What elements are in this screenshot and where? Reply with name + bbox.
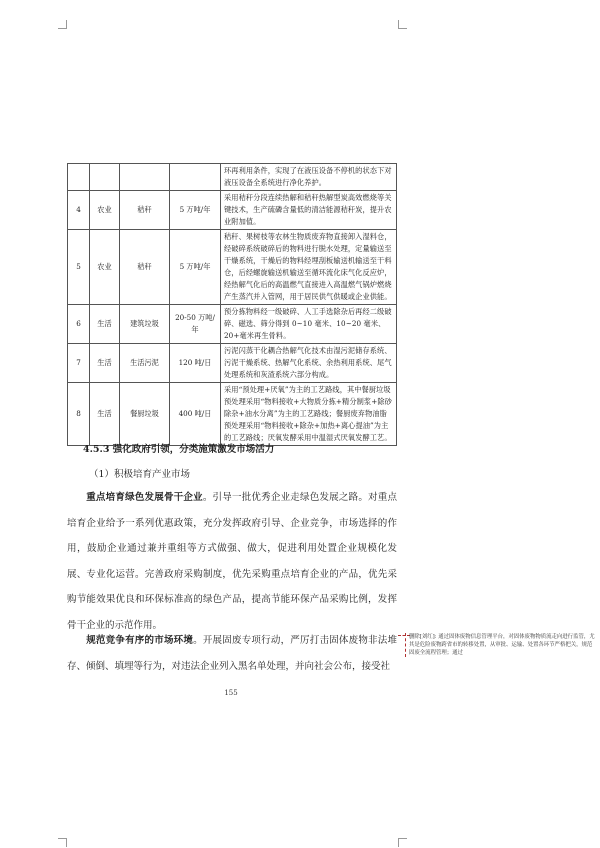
row-capacity: 5 万吨/年 [170, 191, 221, 230]
row-number: 5 [68, 230, 90, 305]
row-capacity: 400 吨/日 [170, 383, 221, 446]
row-number: 6 [68, 305, 90, 344]
row-description: 环再利用条件，实现了在液压设备不停机的状态下对液压设备全系统进行净化养护。 [221, 164, 397, 191]
row-number: 8 [68, 383, 90, 446]
crop-mark-bottom-right [398, 838, 407, 847]
row-number [68, 164, 90, 191]
row-waste-type: 建筑垃圾 [120, 305, 170, 344]
subsection-heading: （1）积极培育产业市场 [89, 469, 191, 480]
paragraph-cultivate-enterprises [67, 485, 397, 638]
crop-mark-top-left [58, 20, 67, 29]
table-row [68, 344, 397, 383]
row-waste-type: 餐厨垃圾 [120, 383, 170, 446]
row-description: 预分拣物料经一级破碎、人工手选除杂后再经二级破碎、磁选、筛分得到 0~10 毫米、10~20 毫米、20+毫米再生骨料。 [221, 305, 397, 344]
row-waste-type: 秸秆 [120, 191, 170, 230]
comment-text: 通过固体废物信息管理平台，对固体废物物质流走向进行监管，尤其是危险废物跨省市的转移处置，从审批、运输、处置各环节严格把关，规范固废全流程管理；通过 [409, 634, 595, 656]
row-number: 7 [68, 344, 90, 383]
table-row [68, 305, 397, 344]
paragraph-market-environment [67, 628, 397, 679]
section-heading: 4.5.3 强化政府引领，分类施策激发市场活力 [83, 444, 275, 455]
row-category: 生活 [90, 344, 120, 383]
row-category [90, 164, 120, 191]
row-category: 生活 [90, 383, 120, 446]
paragraph-lead: 规范竞争有序的市场环境 [86, 635, 194, 646]
waste-utilization-table [67, 163, 397, 446]
row-number: 4 [68, 191, 90, 230]
row-description: 污泥闪蒸干化耦合热解气化技术由湿污泥储存系统、污泥干燥系统、热解气化系统、余热利用系统、尾气处理系统和灰渣系统六部分构成。 [221, 344, 397, 383]
row-description: 采用秸秆分段连续热解和秸秆热解型炭高效燃烧等关键技术，生产硫磷含量低的清洁能源秸秆炭，提升农业附加值。 [221, 191, 397, 230]
table-row [68, 230, 397, 305]
paragraph-body: 。引导一批优秀企业走绿色发展之路。对重点培育企业给予一系列优惠政策，充分发挥政府引导、企业竞争，市场选择的作用，鼓励企业通过兼并重组等方式做强、做大，促进利用处置企业规模化发展、专业化运营。完善政府采购制度，优先采购重点培育企业的产品，优先采购节能效果优良和环保标准高的绿色产品，提高节能环保产品采购比例，发挥骨干企业的示范作用。 [67, 492, 397, 631]
paragraph-lead: 重点培育绿色发展骨干企业 [86, 492, 203, 503]
revision-comment[interactable] [405, 633, 597, 657]
row-waste-type [120, 164, 170, 191]
comment-author: 删除[刘红]: [409, 634, 437, 640]
paragraph-body: 。开展固废专项行动，严厉打击固体废物非法堆存、倾倒、填埋等行为，对违法企业列入黑名单处理，并向社会公布，接受社 [67, 635, 397, 672]
table-row [68, 191, 397, 230]
row-category: 农业 [90, 230, 120, 305]
row-waste-type: 秸秆 [120, 230, 170, 305]
crop-mark-top-right [398, 20, 407, 29]
page-number: 155 [224, 689, 238, 697]
row-capacity: 120 吨/日 [170, 344, 221, 383]
row-category: 农业 [90, 191, 120, 230]
row-capacity: 20-50 万吨/年 [170, 305, 221, 344]
row-description: 秸秆、果树枝等农林生物质废弃物直接卸入湿料仓，经破碎系统破碎后的物料进行脱水处理，定量输送至干燥系统，干燥后的物料经埋刮板输送机输送至干料仓，后经螺旋输送机输送至循环流化床气化反应炉，经热解气化后的高温燃气直接进入高温燃气锅炉燃烧产生蒸汽并入管网，用于居民供气供暖或企业供能。 [221, 230, 397, 305]
table-row [68, 164, 397, 191]
row-capacity [170, 164, 221, 191]
row-waste-type: 生活污泥 [120, 344, 170, 383]
row-description: 采用“预处理+厌氧”为主的工艺路线，其中餐厨垃圾预处理采用“物料接收+大物质分拣+精分制浆+除砂除杂+油水分离”为主的工艺路线；餐厨废弃物油脂预处理采用“物料接收+除杂+加热+离心提油”为主的工艺路线；厌氧发酵采用中温湿式厌氧发酵工艺。 [221, 383, 397, 446]
crop-mark-bottom-left [58, 838, 67, 847]
row-category: 生活 [90, 305, 120, 344]
table-row [68, 383, 397, 446]
row-capacity: 5 万吨/年 [170, 230, 221, 305]
